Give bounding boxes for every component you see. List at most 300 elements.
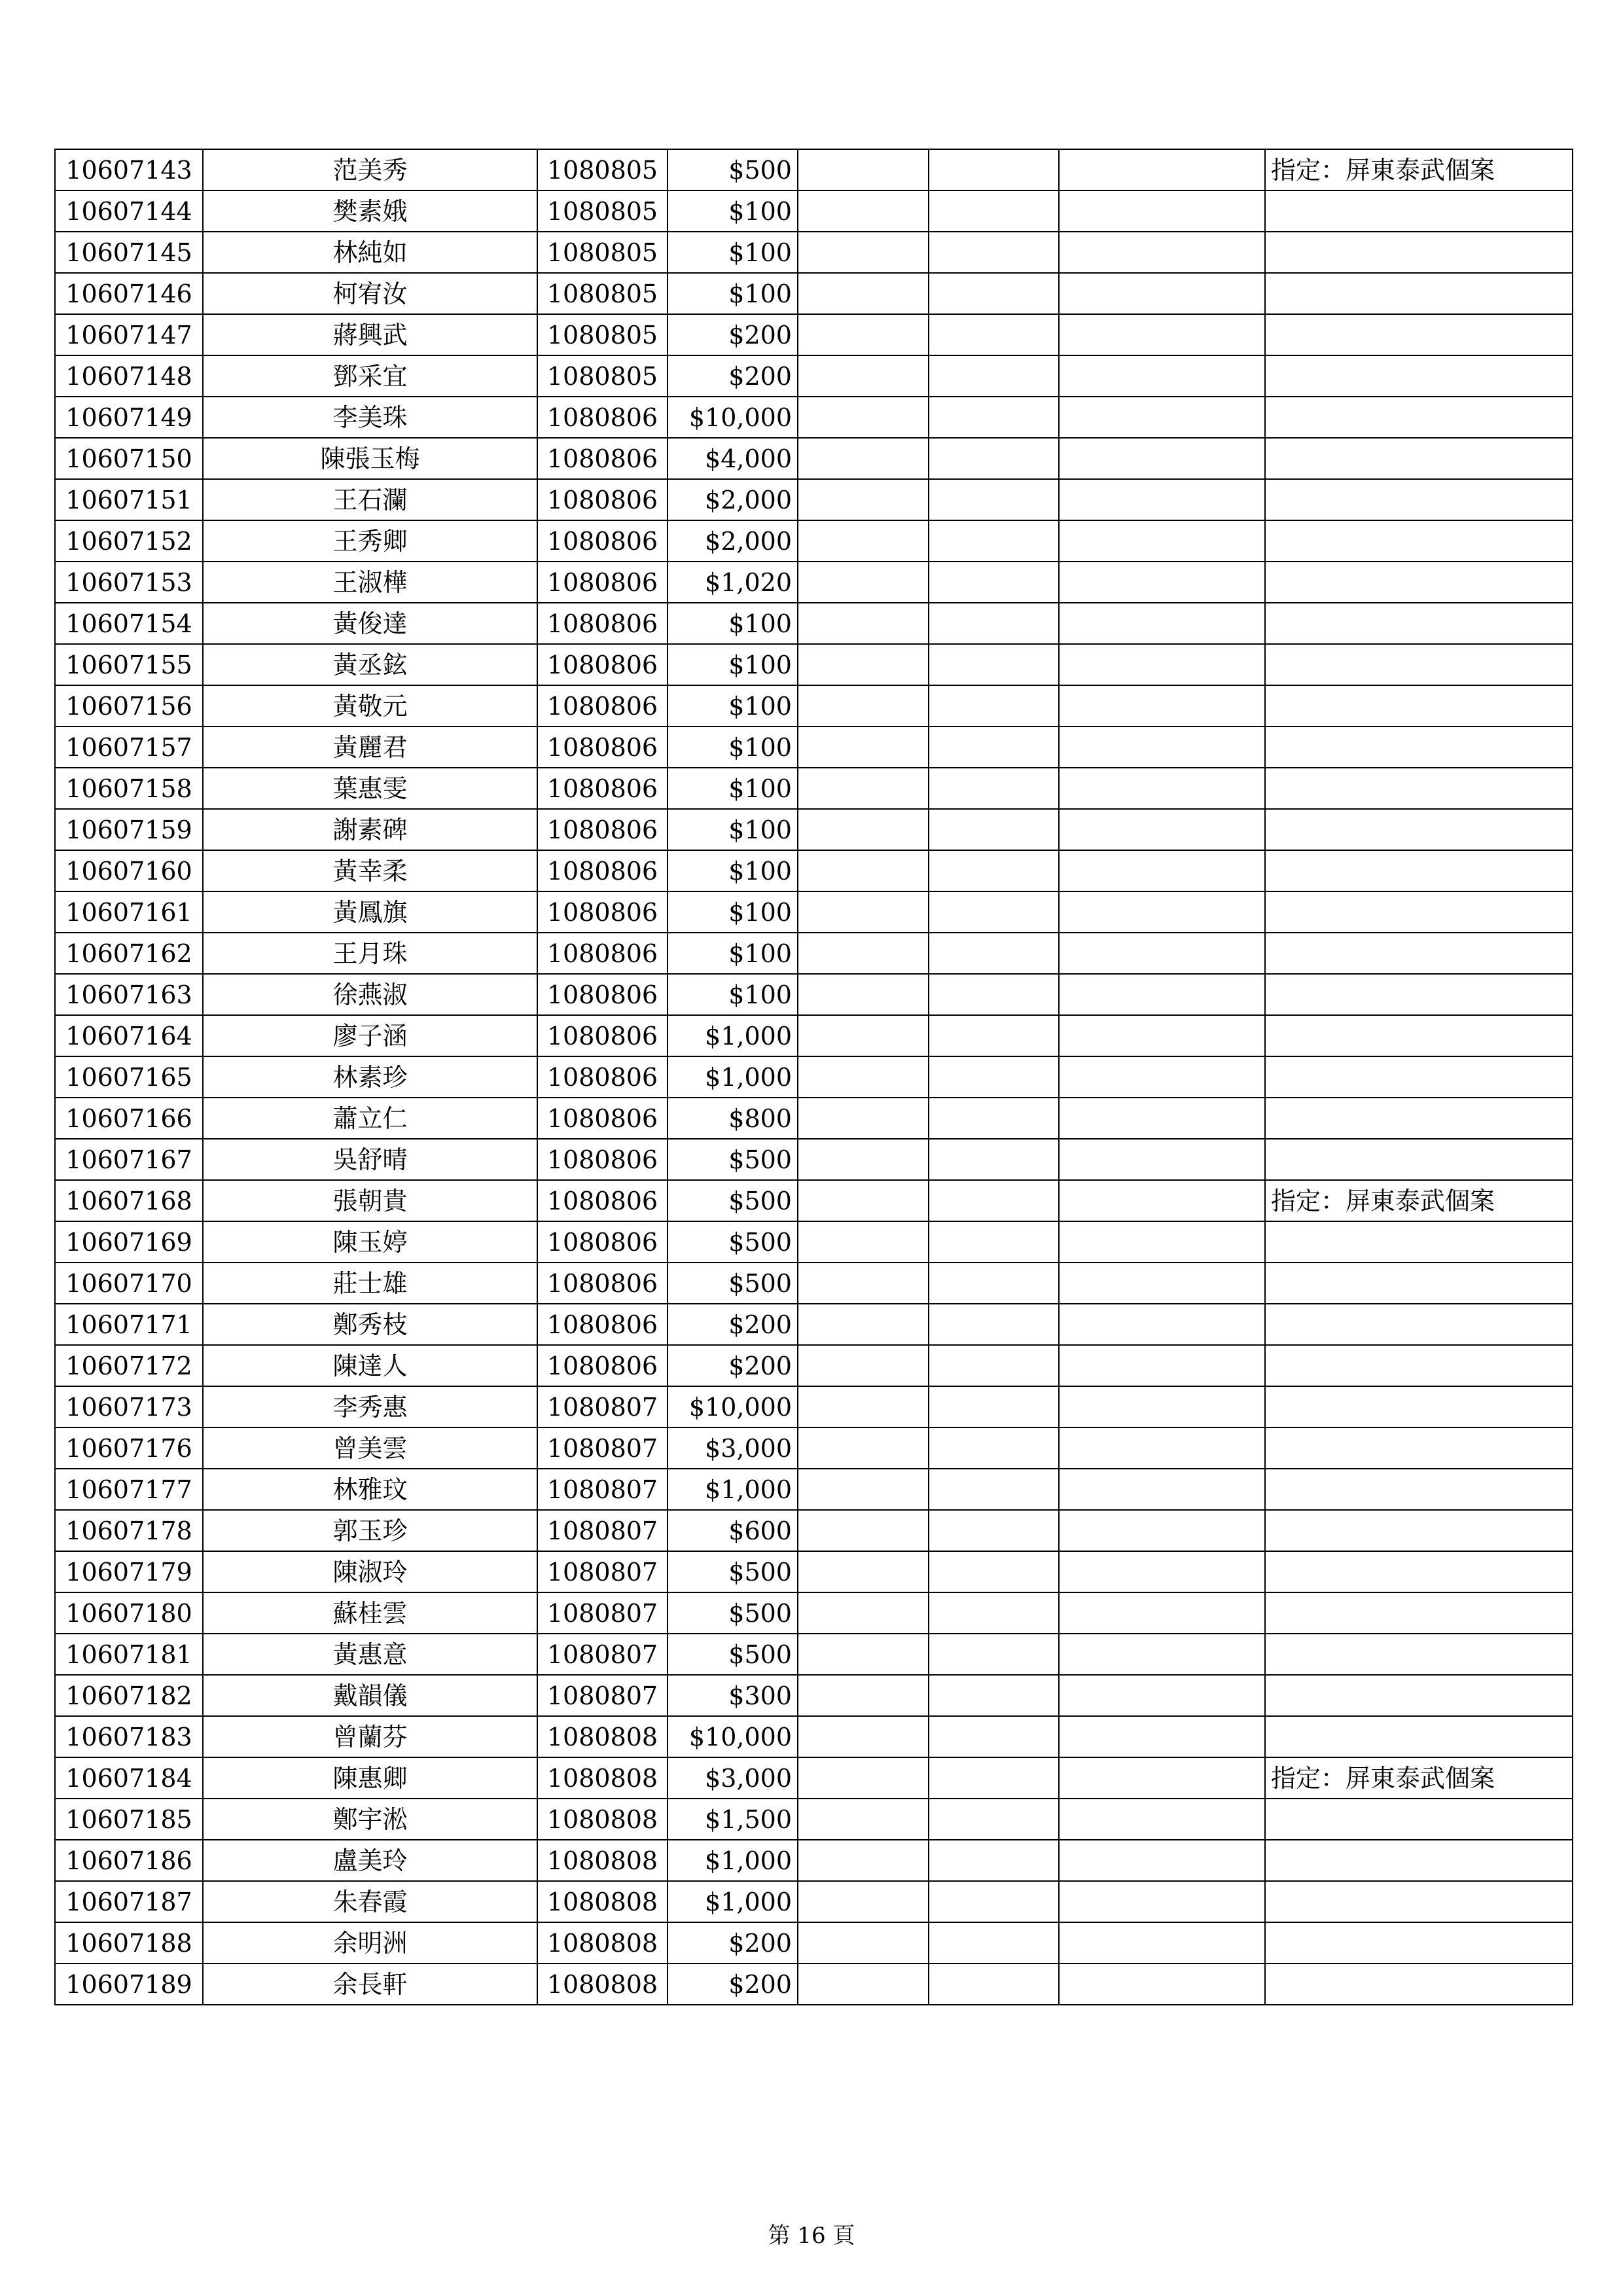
empty-cell bbox=[1059, 603, 1265, 644]
note-cell bbox=[1265, 1098, 1573, 1139]
empty-cell bbox=[1059, 355, 1265, 397]
donor-name-cell: 黃丞鉉 bbox=[203, 644, 537, 685]
donor-name-cell: 余長軒 bbox=[203, 1964, 537, 2005]
empty-cell bbox=[798, 1098, 929, 1139]
table-row bbox=[55, 685, 1573, 726]
receipt-number-cell: 10607173 bbox=[55, 1386, 203, 1427]
donor-name-cell: 黃惠意 bbox=[203, 1634, 537, 1675]
empty-cell bbox=[798, 397, 929, 438]
donation-amount-cell: $100 bbox=[668, 933, 798, 974]
donor-name-cell: 陳張玉梅 bbox=[203, 438, 537, 479]
table-row bbox=[55, 438, 1573, 479]
donor-name-cell: 吳舒晴 bbox=[203, 1139, 537, 1180]
empty-cell bbox=[929, 768, 1059, 809]
empty-cell bbox=[1059, 1386, 1265, 1427]
empty-cell bbox=[798, 232, 929, 273]
receipt-number-cell: 10607148 bbox=[55, 355, 203, 397]
note-cell bbox=[1265, 1964, 1573, 2005]
empty-cell bbox=[929, 1675, 1059, 1716]
donation-amount-cell: $600 bbox=[668, 1510, 798, 1551]
donation-amount-cell: $100 bbox=[668, 644, 798, 685]
donor-name-cell: 謝素碑 bbox=[203, 809, 537, 850]
donor-name-cell: 曾美雲 bbox=[203, 1427, 537, 1469]
receipt-number-cell: 10607172 bbox=[55, 1345, 203, 1386]
empty-cell bbox=[798, 355, 929, 397]
empty-cell bbox=[1059, 1304, 1265, 1345]
receipt-number-cell: 10607161 bbox=[55, 891, 203, 933]
table-row bbox=[55, 1304, 1573, 1345]
table-row bbox=[55, 1551, 1573, 1592]
empty-cell bbox=[929, 933, 1059, 974]
donor-name-cell: 范美秀 bbox=[203, 149, 537, 190]
donor-name-cell: 黃敬元 bbox=[203, 685, 537, 726]
note-cell bbox=[1265, 1345, 1573, 1386]
empty-cell bbox=[1059, 1056, 1265, 1098]
empty-cell bbox=[1059, 1180, 1265, 1221]
empty-cell bbox=[798, 1139, 929, 1180]
table-row bbox=[55, 1180, 1573, 1221]
note-cell bbox=[1265, 397, 1573, 438]
receipt-number-cell: 10607145 bbox=[55, 232, 203, 273]
empty-cell bbox=[929, 1840, 1059, 1881]
note-cell bbox=[1265, 520, 1573, 562]
empty-cell bbox=[1059, 685, 1265, 726]
donation-date-cell: 1080805 bbox=[537, 355, 668, 397]
note-cell bbox=[1265, 933, 1573, 974]
empty-cell bbox=[1059, 1345, 1265, 1386]
donation-amount-cell: $100 bbox=[668, 809, 798, 850]
donor-name-cell: 蔣興武 bbox=[203, 314, 537, 355]
table-row bbox=[55, 1634, 1573, 1675]
empty-cell bbox=[929, 1139, 1059, 1180]
receipt-number-cell: 10607177 bbox=[55, 1469, 203, 1510]
table-row bbox=[55, 1757, 1573, 1799]
table-row bbox=[55, 1881, 1573, 1922]
table-row bbox=[55, 1510, 1573, 1551]
receipt-number-cell: 10607143 bbox=[55, 149, 203, 190]
donation-amount-cell: $2,000 bbox=[668, 520, 798, 562]
empty-cell bbox=[1059, 149, 1265, 190]
receipt-number-cell: 10607164 bbox=[55, 1015, 203, 1056]
donor-name-cell: 樊素娥 bbox=[203, 190, 537, 232]
empty-cell bbox=[1059, 1427, 1265, 1469]
receipt-number-cell: 10607155 bbox=[55, 644, 203, 685]
donation-amount-cell: $300 bbox=[668, 1675, 798, 1716]
empty-cell bbox=[798, 644, 929, 685]
empty-cell bbox=[1059, 974, 1265, 1015]
receipt-number-cell: 10607168 bbox=[55, 1180, 203, 1221]
table-row bbox=[55, 314, 1573, 355]
empty-cell bbox=[798, 768, 929, 809]
receipt-number-cell: 10607165 bbox=[55, 1056, 203, 1098]
donation-amount-cell: $1,000 bbox=[668, 1015, 798, 1056]
donation-date-cell: 1080808 bbox=[537, 1922, 668, 1964]
donor-name-cell: 林素珍 bbox=[203, 1056, 537, 1098]
receipt-number-cell: 10607170 bbox=[55, 1263, 203, 1304]
donation-date-cell: 1080806 bbox=[537, 726, 668, 768]
empty-cell bbox=[798, 1922, 929, 1964]
empty-cell bbox=[929, 1757, 1059, 1799]
empty-cell bbox=[929, 273, 1059, 314]
donor-name-cell: 朱春霞 bbox=[203, 1881, 537, 1922]
table-row bbox=[55, 149, 1573, 190]
donor-name-cell: 黃鳳旗 bbox=[203, 891, 537, 933]
table-body bbox=[55, 149, 1573, 2005]
donation-date-cell: 1080807 bbox=[537, 1551, 668, 1592]
donation-date-cell: 1080806 bbox=[537, 1263, 668, 1304]
note-cell: 指定：屏東泰武個案 bbox=[1265, 1180, 1573, 1221]
donation-amount-cell: $100 bbox=[668, 685, 798, 726]
donation-amount-cell: $10,000 bbox=[668, 1716, 798, 1757]
donor-name-cell: 陳達人 bbox=[203, 1345, 537, 1386]
receipt-number-cell: 10607163 bbox=[55, 974, 203, 1015]
receipt-number-cell: 10607183 bbox=[55, 1716, 203, 1757]
empty-cell bbox=[798, 891, 929, 933]
empty-cell bbox=[798, 974, 929, 1015]
donation-date-cell: 1080807 bbox=[537, 1510, 668, 1551]
empty-cell bbox=[798, 562, 929, 603]
empty-cell bbox=[1059, 438, 1265, 479]
donation-date-cell: 1080807 bbox=[537, 1634, 668, 1675]
receipt-number-cell: 10607176 bbox=[55, 1427, 203, 1469]
donor-name-cell: 盧美玲 bbox=[203, 1840, 537, 1881]
empty-cell bbox=[798, 1056, 929, 1098]
empty-cell bbox=[929, 1386, 1059, 1427]
donation-amount-cell: $100 bbox=[668, 891, 798, 933]
empty-cell bbox=[1059, 768, 1265, 809]
empty-cell bbox=[929, 1551, 1059, 1592]
note-cell bbox=[1265, 1675, 1573, 1716]
empty-cell bbox=[1059, 1592, 1265, 1634]
empty-cell bbox=[798, 1345, 929, 1386]
note-cell bbox=[1265, 1015, 1573, 1056]
empty-cell bbox=[798, 1180, 929, 1221]
receipt-number-cell: 10607186 bbox=[55, 1840, 203, 1881]
note-cell bbox=[1265, 1716, 1573, 1757]
donation-date-cell: 1080807 bbox=[537, 1675, 668, 1716]
donation-date-cell: 1080806 bbox=[537, 1345, 668, 1386]
donor-name-cell: 王月珠 bbox=[203, 933, 537, 974]
donation-date-cell: 1080806 bbox=[537, 1015, 668, 1056]
empty-cell bbox=[1059, 809, 1265, 850]
receipt-number-cell: 10607179 bbox=[55, 1551, 203, 1592]
note-cell bbox=[1265, 273, 1573, 314]
empty-cell bbox=[798, 685, 929, 726]
table-row bbox=[55, 355, 1573, 397]
empty-cell bbox=[1059, 1757, 1265, 1799]
receipt-number-cell: 10607166 bbox=[55, 1098, 203, 1139]
donation-amount-cell: $200 bbox=[668, 1964, 798, 2005]
donation-amount-cell: $200 bbox=[668, 355, 798, 397]
empty-cell bbox=[929, 1964, 1059, 2005]
empty-cell bbox=[1059, 1469, 1265, 1510]
donation-amount-cell: $1,000 bbox=[668, 1840, 798, 1881]
donation-date-cell: 1080807 bbox=[537, 1386, 668, 1427]
empty-cell bbox=[798, 933, 929, 974]
empty-cell bbox=[929, 1098, 1059, 1139]
table-row bbox=[55, 397, 1573, 438]
donor-name-cell: 張朝貴 bbox=[203, 1180, 537, 1221]
donation-amount-cell: $3,000 bbox=[668, 1427, 798, 1469]
note-cell bbox=[1265, 1221, 1573, 1263]
note-cell: 指定：屏東泰武個案 bbox=[1265, 1757, 1573, 1799]
receipt-number-cell: 10607151 bbox=[55, 479, 203, 520]
donor-name-cell: 鄭秀枝 bbox=[203, 1304, 537, 1345]
table-row bbox=[55, 1675, 1573, 1716]
empty-cell bbox=[1059, 232, 1265, 273]
donation-amount-cell: $200 bbox=[668, 1304, 798, 1345]
empty-cell bbox=[929, 1427, 1059, 1469]
empty-cell bbox=[929, 891, 1059, 933]
note-cell bbox=[1265, 1592, 1573, 1634]
donation-amount-cell: $500 bbox=[668, 1592, 798, 1634]
empty-cell bbox=[798, 1964, 929, 2005]
empty-cell bbox=[798, 1015, 929, 1056]
donor-name-cell: 蘇桂雲 bbox=[203, 1592, 537, 1634]
empty-cell bbox=[1059, 891, 1265, 933]
empty-cell bbox=[929, 1056, 1059, 1098]
empty-cell bbox=[1059, 1263, 1265, 1304]
receipt-number-cell: 10607180 bbox=[55, 1592, 203, 1634]
empty-cell bbox=[1059, 1799, 1265, 1840]
donation-amount-cell: $10,000 bbox=[668, 397, 798, 438]
donation-amount-cell: $100 bbox=[668, 850, 798, 891]
empty-cell bbox=[798, 850, 929, 891]
table-row bbox=[55, 1592, 1573, 1634]
table-row bbox=[55, 1799, 1573, 1840]
donation-date-cell: 1080805 bbox=[537, 190, 668, 232]
empty-cell bbox=[1059, 1510, 1265, 1551]
table-row bbox=[55, 603, 1573, 644]
donation-date-cell: 1080806 bbox=[537, 479, 668, 520]
table-row bbox=[55, 850, 1573, 891]
donation-date-cell: 1080808 bbox=[537, 1757, 668, 1799]
empty-cell bbox=[929, 726, 1059, 768]
receipt-number-cell: 10607153 bbox=[55, 562, 203, 603]
table-row bbox=[55, 562, 1573, 603]
empty-cell bbox=[1059, 1840, 1265, 1881]
receipt-number-cell: 10607144 bbox=[55, 190, 203, 232]
donation-date-cell: 1080806 bbox=[537, 1139, 668, 1180]
empty-cell bbox=[929, 974, 1059, 1015]
receipt-number-cell: 10607182 bbox=[55, 1675, 203, 1716]
empty-cell bbox=[1059, 1964, 1265, 2005]
empty-cell bbox=[929, 1799, 1059, 1840]
empty-cell bbox=[1059, 1015, 1265, 1056]
donation-date-cell: 1080806 bbox=[537, 1304, 668, 1345]
receipt-number-cell: 10607154 bbox=[55, 603, 203, 644]
donation-date-cell: 1080806 bbox=[537, 974, 668, 1015]
donor-name-cell: 黃俊達 bbox=[203, 603, 537, 644]
receipt-number-cell: 10607158 bbox=[55, 768, 203, 809]
table-row bbox=[55, 1964, 1573, 2005]
donor-name-cell: 徐燕淑 bbox=[203, 974, 537, 1015]
donation-date-cell: 1080806 bbox=[537, 891, 668, 933]
table-row bbox=[55, 1840, 1573, 1881]
table-row bbox=[55, 479, 1573, 520]
receipt-number-cell: 10607147 bbox=[55, 314, 203, 355]
note-cell bbox=[1265, 1427, 1573, 1469]
receipt-number-cell: 10607188 bbox=[55, 1922, 203, 1964]
table-row bbox=[55, 520, 1573, 562]
empty-cell bbox=[929, 644, 1059, 685]
table-row bbox=[55, 768, 1573, 809]
empty-cell bbox=[1059, 1221, 1265, 1263]
donation-date-cell: 1080806 bbox=[537, 1056, 668, 1098]
empty-cell bbox=[929, 1716, 1059, 1757]
empty-cell bbox=[929, 1592, 1059, 1634]
donation-date-cell: 1080806 bbox=[537, 562, 668, 603]
empty-cell bbox=[929, 1881, 1059, 1922]
empty-cell bbox=[929, 314, 1059, 355]
empty-cell bbox=[929, 190, 1059, 232]
donor-name-cell: 郭玉珍 bbox=[203, 1510, 537, 1551]
donor-name-cell: 陳玉婷 bbox=[203, 1221, 537, 1263]
note-cell bbox=[1265, 479, 1573, 520]
note-cell bbox=[1265, 190, 1573, 232]
donation-amount-cell: $200 bbox=[668, 314, 798, 355]
donor-name-cell: 林純如 bbox=[203, 232, 537, 273]
note-cell bbox=[1265, 685, 1573, 726]
table-row bbox=[55, 273, 1573, 314]
donation-date-cell: 1080806 bbox=[537, 933, 668, 974]
donor-name-cell: 李秀惠 bbox=[203, 1386, 537, 1427]
empty-cell bbox=[929, 1922, 1059, 1964]
donation-date-cell: 1080808 bbox=[537, 1881, 668, 1922]
receipt-number-cell: 10607146 bbox=[55, 273, 203, 314]
note-cell bbox=[1265, 1551, 1573, 1592]
empty-cell bbox=[798, 1675, 929, 1716]
receipt-number-cell: 10607152 bbox=[55, 520, 203, 562]
empty-cell bbox=[798, 1881, 929, 1922]
donation-date-cell: 1080806 bbox=[537, 397, 668, 438]
note-cell bbox=[1265, 1139, 1573, 1180]
empty-cell bbox=[929, 1510, 1059, 1551]
empty-cell bbox=[1059, 397, 1265, 438]
donation-date-cell: 1080805 bbox=[537, 273, 668, 314]
donation-amount-cell: $100 bbox=[668, 273, 798, 314]
empty-cell bbox=[798, 1221, 929, 1263]
empty-cell bbox=[1059, 1098, 1265, 1139]
donor-name-cell: 葉惠雯 bbox=[203, 768, 537, 809]
receipt-number-cell: 10607150 bbox=[55, 438, 203, 479]
empty-cell bbox=[929, 520, 1059, 562]
empty-cell bbox=[929, 562, 1059, 603]
donation-date-cell: 1080807 bbox=[537, 1592, 668, 1634]
empty-cell bbox=[1059, 644, 1265, 685]
table-row bbox=[55, 726, 1573, 768]
empty-cell bbox=[798, 479, 929, 520]
table-row bbox=[55, 1263, 1573, 1304]
note-cell bbox=[1265, 355, 1573, 397]
empty-cell bbox=[798, 273, 929, 314]
note-cell bbox=[1265, 438, 1573, 479]
donation-date-cell: 1080806 bbox=[537, 520, 668, 562]
note-cell bbox=[1265, 1469, 1573, 1510]
table-row bbox=[55, 1469, 1573, 1510]
empty-cell bbox=[798, 520, 929, 562]
donation-date-cell: 1080806 bbox=[537, 438, 668, 479]
receipt-number-cell: 10607159 bbox=[55, 809, 203, 850]
empty-cell bbox=[929, 1304, 1059, 1345]
donation-amount-cell: $800 bbox=[668, 1098, 798, 1139]
empty-cell bbox=[798, 149, 929, 190]
donation-date-cell: 1080806 bbox=[537, 850, 668, 891]
donation-amount-cell: $100 bbox=[668, 726, 798, 768]
empty-cell bbox=[929, 603, 1059, 644]
donor-name-cell: 曾蘭芬 bbox=[203, 1716, 537, 1757]
empty-cell bbox=[929, 232, 1059, 273]
receipt-number-cell: 10607169 bbox=[55, 1221, 203, 1263]
page-number: 第 16 頁 bbox=[768, 2223, 855, 2249]
empty-cell bbox=[798, 726, 929, 768]
empty-cell bbox=[798, 809, 929, 850]
donation-date-cell: 1080806 bbox=[537, 1180, 668, 1221]
donation-amount-cell: $500 bbox=[668, 1221, 798, 1263]
receipt-number-cell: 10607156 bbox=[55, 685, 203, 726]
donation-amount-cell: $4,000 bbox=[668, 438, 798, 479]
empty-cell bbox=[929, 355, 1059, 397]
donation-date-cell: 1080808 bbox=[537, 1964, 668, 2005]
donation-date-cell: 1080806 bbox=[537, 809, 668, 850]
note-cell bbox=[1265, 1881, 1573, 1922]
empty-cell bbox=[798, 1263, 929, 1304]
donation-ledger bbox=[54, 149, 1572, 2005]
table-row bbox=[55, 190, 1573, 232]
donation-date-cell: 1080806 bbox=[537, 768, 668, 809]
empty-cell bbox=[798, 1551, 929, 1592]
empty-cell bbox=[1059, 850, 1265, 891]
empty-cell bbox=[1059, 1881, 1265, 1922]
empty-cell bbox=[929, 850, 1059, 891]
donation-amount-cell: $500 bbox=[668, 149, 798, 190]
donor-name-cell: 李美珠 bbox=[203, 397, 537, 438]
receipt-number-cell: 10607171 bbox=[55, 1304, 203, 1345]
donation-amount-cell: $500 bbox=[668, 1634, 798, 1675]
donation-date-cell: 1080806 bbox=[537, 1221, 668, 1263]
receipt-number-cell: 10607157 bbox=[55, 726, 203, 768]
note-cell bbox=[1265, 1056, 1573, 1098]
empty-cell bbox=[929, 685, 1059, 726]
donor-name-cell: 柯宥汝 bbox=[203, 273, 537, 314]
empty-cell bbox=[929, 809, 1059, 850]
empty-cell bbox=[798, 1427, 929, 1469]
donation-date-cell: 1080806 bbox=[537, 644, 668, 685]
donation-date-cell: 1080806 bbox=[537, 1098, 668, 1139]
empty-cell bbox=[929, 1180, 1059, 1221]
receipt-number-cell: 10607181 bbox=[55, 1634, 203, 1675]
donation-amount-cell: $2,000 bbox=[668, 479, 798, 520]
donor-name-cell: 黃幸柔 bbox=[203, 850, 537, 891]
note-cell: 指定：屏東泰武個案 bbox=[1265, 149, 1573, 190]
note-cell bbox=[1265, 891, 1573, 933]
donation-amount-cell: $1,000 bbox=[668, 1056, 798, 1098]
donation-amount-cell: $100 bbox=[668, 974, 798, 1015]
empty-cell bbox=[798, 1716, 929, 1757]
receipt-number-cell: 10607185 bbox=[55, 1799, 203, 1840]
note-cell bbox=[1265, 1263, 1573, 1304]
donation-amount-cell: $1,000 bbox=[668, 1469, 798, 1510]
empty-cell bbox=[798, 603, 929, 644]
donation-date-cell: 1080808 bbox=[537, 1716, 668, 1757]
empty-cell bbox=[1059, 190, 1265, 232]
empty-cell bbox=[929, 1263, 1059, 1304]
note-cell bbox=[1265, 1510, 1573, 1551]
note-cell bbox=[1265, 974, 1573, 1015]
empty-cell bbox=[1059, 314, 1265, 355]
receipt-number-cell: 10607167 bbox=[55, 1139, 203, 1180]
table-row bbox=[55, 1427, 1573, 1469]
